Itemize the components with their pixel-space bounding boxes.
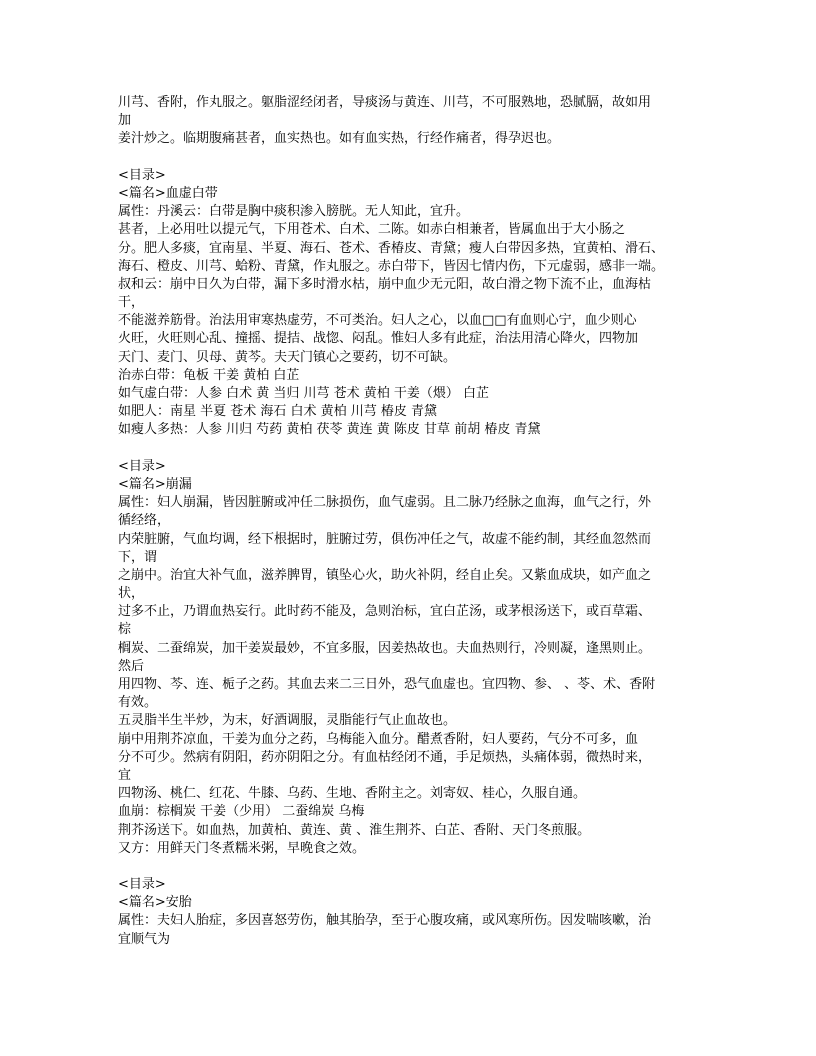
text-line: 分不可少。然病有阴阳，药亦阴阳之分。有血枯经闭不通，手足烦热，头痛体弱，微热时来，	[118, 749, 652, 765]
text-line: 荆芥汤送下。如血热，加黄柏、黄连、黄 、淮生荆芥、白芷、香附、天门冬煎服。	[118, 822, 591, 838]
text-line: 川芎、香附，作丸服之。躯脂涩经闭者，导痰汤与黄连、川芎，不可服熟地，恐腻膈，故如用	[118, 95, 652, 110]
chapter-title: <篇名>血虚白带	[118, 185, 218, 201]
attribute-paragraph: 属性：妇人崩漏，皆因脏腑或冲任二脉损伤，血气虚弱。且二脉乃经脉之血海，血气之行，外	[118, 495, 652, 511]
text-line: 过多不止，乃谓血热妄行。此时药不能及，急则治标，宜白芷汤，或茅根汤送下，或百草霜、	[118, 604, 652, 620]
text-line: 宜	[118, 767, 132, 783]
text-line: 又方：用鲜天门冬煮糯米粥，早晚食之效。	[118, 840, 366, 856]
text-line: 如气虚白带：人参 白术 黄 当归 川芎 苍术 黄柏 干姜（煨） 白芷	[118, 386, 490, 401]
toc-marker: <目录>	[118, 167, 166, 183]
text-line: 加	[118, 113, 132, 129]
text-line: 血崩：棕榈炭 干姜（少用） 二蚕绵炭 乌梅	[118, 804, 365, 820]
text-line: 如瘦人多热：人参 川归 芍药 黄柏 茯苓 黄连 黄 陈皮 甘草 前胡 椿皮 青黛	[118, 422, 541, 438]
text-line: 循经络，	[118, 513, 171, 529]
text-line: 之崩中。治宜大补气血，滋养脾胃，镇坠心火，助火补阴，经自止矣。又紫血成块，如产血之	[118, 567, 652, 583]
text-line: 棕	[118, 622, 132, 638]
text-line: 干，	[118, 295, 145, 311]
text-line: 内荣脏腑，气血均调，经下根据时，脏腑过劳，俱伤冲任之气，故虚不能约制，其经血忽然而	[118, 531, 652, 547]
toc-marker: <目录>	[118, 877, 166, 893]
text-line: 甚者，上必用吐以提元气，下用苍术、白术、二陈。如赤白相兼者，皆属血出于大小肠之	[118, 222, 626, 238]
text-line: 榈炭、二蚕绵炭，加干姜炭最妙，不宜多服，因姜热故也。夫血热则行，冷则凝，逢黑则止。	[118, 640, 652, 656]
document-body	[118, 94, 718, 949]
text-line: 治赤白带：龟板 干姜 黄柏 白芷	[118, 367, 300, 383]
attribute-paragraph: 属性：丹溪云：白带是胸中痰积渗入膀胱。无人知此，宜升。	[118, 204, 470, 220]
chapter-title: <篇名>崩漏	[118, 476, 192, 492]
text-line: 不能滋养筋骨。治法用审寒热虚劳，不可类治。妇人之心，以血□□有血则心宁，血少则心	[118, 313, 637, 329]
text-line: 状，	[118, 586, 145, 602]
text-line: 火旺，火旺则心乱、撞摇、提拮、战惚、闷乱。惟妇人多有此症，治法用清心降火，四物加	[118, 331, 639, 347]
text-line: 宜顺气为	[118, 931, 171, 947]
blank-line	[118, 440, 718, 458]
text-line: 然后	[118, 658, 145, 674]
chapter-title: <篇名>安胎	[118, 895, 192, 911]
text-line: 五灵脂半生半炒，为末，好酒调服，灵脂能行气止血故也。	[118, 713, 457, 729]
text-line: 姜汁炒之。临期腹痛甚者，血实热也。如有血实热，行经作痛者，得孕迟也。	[118, 131, 561, 147]
text-line: 海石、橙皮、川芎、蛤粉、青黛，作丸服之。赤白带下，皆因七情内伤，下元虚弱，感非一端。	[118, 258, 665, 274]
text-line: 分。肥人多痰，宜南星、半夏、海石、苍术、香椿皮、青黛；瘦人白带因多热，宜黄柏、滑石、	[118, 240, 665, 256]
text-line: 崩中用荆芥凉血，干姜为血分之药，乌梅能入血分。醋煮香附，妇人要药，气分不可多，血	[118, 731, 639, 747]
blank-line	[118, 858, 718, 876]
text-line: 下，谓	[118, 549, 158, 565]
toc-marker: <目录>	[118, 458, 166, 474]
blank-line	[118, 149, 718, 167]
text-line: 有效。	[118, 695, 158, 711]
text-line: 天门、麦门、贝母、黄芩。夫天门镇心之要药，切不可缺。	[118, 349, 457, 365]
text-line: 用四物、芩、连、栀子之药。其血去来二三日外，恐气血虚也。宜四物、参、 、苓、术、香附	[118, 677, 656, 692]
text-line: 四物汤、桃仁、红花、牛膝、乌药、生地、香附主之。刘寄奴、桂心，久服自通。	[118, 786, 587, 802]
text-line: 如肥人：南星 半夏 苍术 海石 白术 黄柏 川芎 椿皮 青黛	[118, 404, 438, 420]
text-line: 叔和云：崩中日久为白带，漏下多时滑水枯，崩中血少无元阳，故白滑之物下流不止，血海枯	[118, 276, 652, 292]
attribute-paragraph: 属性：夫妇人胎症，多因喜怒劳伤，触其胎孕，至于心腹攻痛，或风寒所伤。因发喘咳嗽，治	[118, 913, 652, 929]
